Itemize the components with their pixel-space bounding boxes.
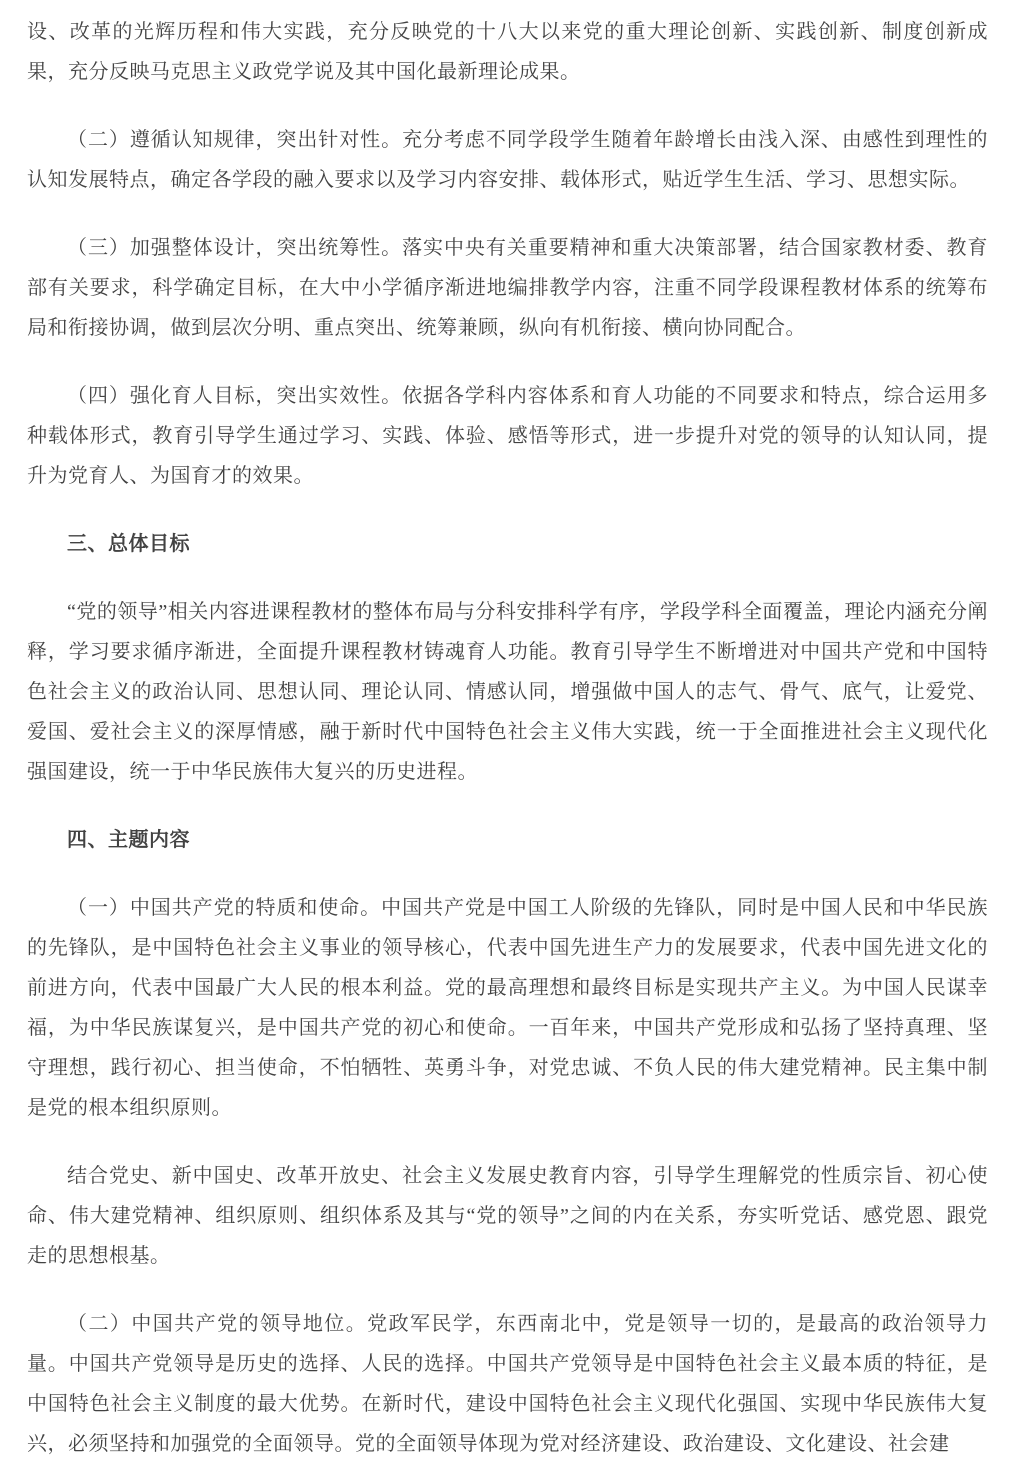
paragraph-principle-4: （四）强化育人目标，突出实效性。依据各学科内容体系和育人功能的不同要求和特点，综合运用多种载体形式，教育引导学生通过学习、实践、体验、感悟等形式，进一步提升对党的领导的认知认同，提升为党育人、为国育才的效果。 xyxy=(27,385,988,487)
paragraph-principle-2: （二）遵循认知规律，突出针对性。充分考虑不同学段学生随着年龄增长由浅入深、由感性到理性的认知发展特点，确定各学段的融入要求以及学习内容安排、载体形式，贴近学生生活、学习、思想实际。 xyxy=(27,129,988,191)
paragraph-overall-goals: “党的领导”相关内容进课程教材的整体布局与分科安排科学有序，学段学科全面覆盖，理论内涵充分阐释，学习要求循序渐进，全面提升课程教材铸魂育人功能。教育引导学生不断增进对中国共产党和中国特色社会主义的政治认同、思想认同、理论认同、情感认同，增强做中国人的志气、骨气、底气，让爱党、爱国、爱社会主义的深厚情感，融于新时代中国特色社会主义伟大实践，统一于全面推进社会主义现代化强国建设，统一于中华民族伟大复兴的历史进程。 xyxy=(27,601,988,783)
paragraph-theme-2: （二）中国共产党的领导地位。党政军民学，东西南北中，党是领导一切的，是最高的政治领导力量。中国共产党领导是历史的选择、人民的选择。中国共产党领导是中国特色社会主义最本质的特征，是中国特色社会主义制度的最大优势。在新时代，建设中国特色社会主义现代化强国、实现中华民族伟大复兴，必须坚持和加强党的全面领导。党的全面领导体现为党对经济建设、政治建设、文化建设、社会建 xyxy=(27,1313,988,1455)
paragraph-theme-1: （一）中国共产党的特质和使命。中国共产党是中国工人阶级的先锋队，同时是中国人民和中华民族的先锋队，是中国特色社会主义事业的领导核心，代表中国先进生产力的发展要求，代表中国先进文化的前进方向，代表中国最广大人民的根本利益。党的最高理想和最终目标是实现共产主义。为中国人民谋幸福，为中华民族谋复兴，是中国共产党的初心和使命。一百年来，中国共产党形成和弘扬了坚持真理、坚守理想，践行初心、担当使命，不怕牺牲、英勇斗争，对党忠诚、不负人民的伟大建党精神。民主集中制是党的根本组织原则。 xyxy=(27,897,988,1119)
paragraph-continuation: 设、改革的光辉历程和伟大实践，充分反映党的十八大以来党的重大理论创新、实践创新、制度创新成果，充分反映马克思主义政党学说及其中国化最新理论成果。 xyxy=(27,21,988,83)
paragraph-principle-3: （三）加强整体设计，突出统筹性。落实中央有关重要精神和重大决策部署，结合国家教材委、教育部有关要求，科学确定目标，在大中小学循序渐进地编排教学内容，注重不同学段课程教材体系的统筹布局和衔接协调，做到层次分明、重点突出、统筹兼顾，纵向有机衔接、横向协同配合。 xyxy=(27,237,988,339)
section-heading-overall-goals: 三、总体目标 xyxy=(67,533,190,555)
paragraph-theme-1-education: 结合党史、新中国史、改革开放史、社会主义发展史教育内容，引导学生理解党的性质宗旨、初心使命、伟大建党精神、组织原则、组织体系及其与“党的领导”之间的内在关系，夯实听党话、感党恩、跟党走的思想根基。 xyxy=(27,1165,988,1267)
section-heading-theme-content: 四、主题内容 xyxy=(67,829,190,851)
